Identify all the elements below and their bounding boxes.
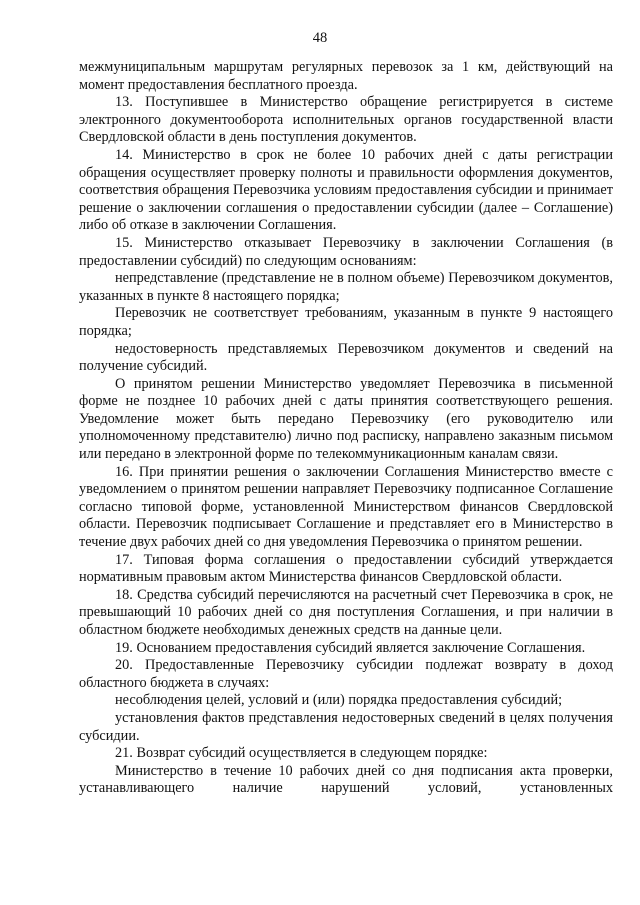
document-body xyxy=(79,59,613,798)
paragraph: 15. Министерство отказывает Перевозчику в заключении Соглашения (в предоставлении субсидий) по следующим основаниям: xyxy=(79,234,613,269)
paragraph: 16. При принятии решения о заключении Соглашения Министерство вместе с уведомлением о принятом решении направляет Перевозчику подписанное Соглашение согласно типовой форме, установленной Министерством финансов Свердловской области. Перевозчик подписывает Соглашение и представляет его в Министерство в течение двух рабочих дней со дня уведомления Перевозчика о принятом решении. xyxy=(79,463,613,551)
page-number: 48 xyxy=(312,30,328,46)
paragraph: 14. Министерство в срок не более 10 рабочих дней с даты регистрации обращения осуществляет проверку полноты и правильности оформления документов, соответствия обращения Перевозчика условиям предоставления субсидии и принимает решение о заключении соглашения о предоставлении субсидии (далее – Соглашение) либо об отказе в заключении Соглашения. xyxy=(79,146,613,234)
paragraph: несоблюдения целей, условий и (или) порядка предоставления субсидий; xyxy=(115,692,563,709)
paragraph: недостоверность представляемых Перевозчиком документов и сведений на получение субсидий. xyxy=(79,340,613,375)
paragraph: 18. Средства субсидий перечисляются на расчетный счет Перевозчика в срок, не превышающий 10 рабочих дней со дня поступления Соглашения, и при наличии в областном бюджете необходимых денежных средств на данные цели. xyxy=(79,586,613,638)
paragraph: 21. Возврат субсидий осуществляется в следующем порядке: xyxy=(115,745,488,762)
paragraph: непредставление (представление не в полном объеме) Перевозчиком документов, указанных в пункте 8 настоящего порядка; xyxy=(79,270,613,304)
paragraph: О принятом решении Министерство уведомляет Перевозчика в письменной форме не позднее 10 рабочих дней с даты принятия соответствующего решения. Уведомление может быть передано Перевозчику (его руководителю или уполномоченному представителю) лично под расписку, направлено заказным письмом или передано в электронной форме по телекоммуникационным каналам связи. xyxy=(79,375,613,463)
paragraph: межмуниципальным маршрутам регулярных перевозок за 1 км, действующий на момент предоставления бесплатного проезда. xyxy=(79,59,613,93)
paragraph: 13. Поступившее в Министерство обращение регистрируется в системе электронного документооборота исполнительных органов государственной власти Свердловской области в день поступления документов. xyxy=(79,94,613,146)
paragraph: Министерство в течение 10 рабочих дней со дня подписания акта проверки, устанавливающего наличие нарушений условий, установленных xyxy=(79,762,613,797)
paragraph: 17. Типовая форма соглашения о предоставлении субсидий утверждается нормативным правовым актом Министерства финансов Свердловской области. xyxy=(79,551,613,586)
paragraph: Перевозчик не соответствует требованиям, указанным в пункте 9 настоящего порядка; xyxy=(79,305,613,339)
paragraph: установления фактов представления недостоверных сведений в целях получения субсидии. xyxy=(79,709,613,744)
paragraph: 20. Предоставленные Перевозчику субсидии подлежат возврату в доход областного бюджета в случаях: xyxy=(79,657,613,691)
paragraph: 19. Основанием предоставления субсидий является заключение Соглашения. xyxy=(115,639,586,656)
